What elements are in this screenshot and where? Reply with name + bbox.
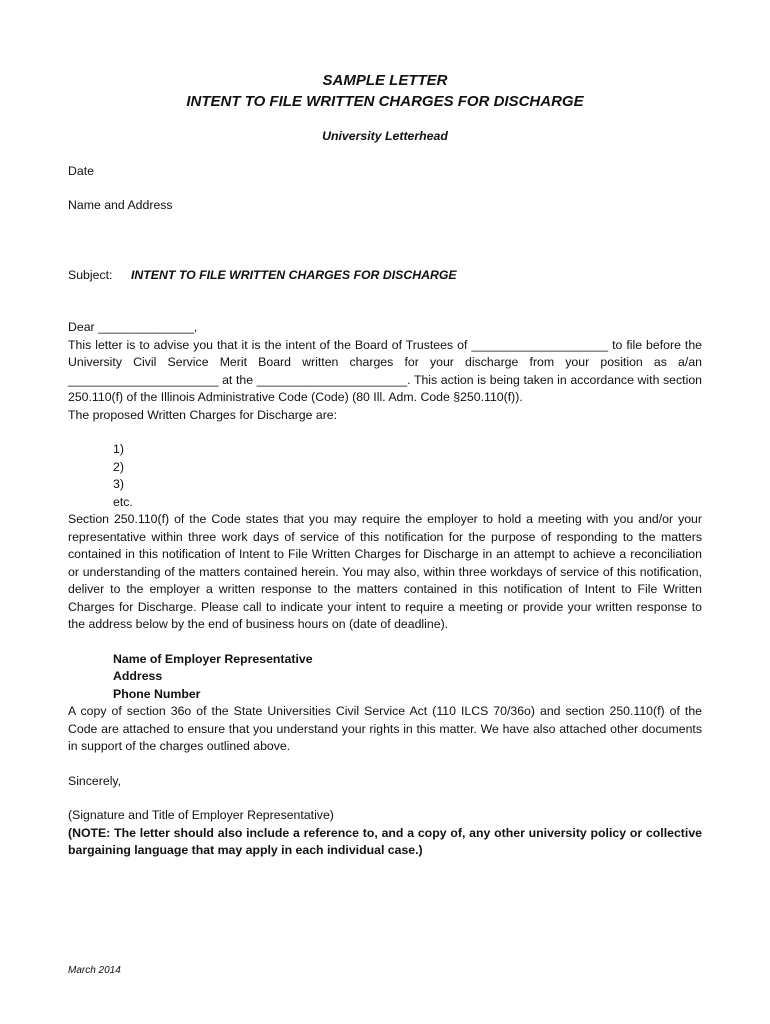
footer-date: March 2014 xyxy=(68,965,121,976)
charges-intro: The proposed Written Charges for Discharge are: xyxy=(68,407,338,422)
closing: Sincerely, xyxy=(68,773,122,788)
note-paragraph: (NOTE: The letter should also include a reference to, and a copy of, any other university policy or collective bargaining language that may apply in each individual case.) xyxy=(68,825,702,857)
rights-paragraph: Section 250.110(f) of the Code states that you may require the employer to hold a meeting with you and/or your representative within three work days of service of this notification for the purpose of responding to the matters contained in this notification of Intent to File Written Charges for Discharge in an attempt to achieve a reconciliation or understanding of the matters contained herein. You may also, within three workdays of service of this notification, deliver to the employer a written response to the matters contained in this notification of Intent to File Written Charges for Discharge. Please call to indicate your intent to require a meeting or provide your written response to the address below by the end of business hours on (date of deadline). xyxy=(68,512,702,631)
charges-list xyxy=(113,441,702,511)
attachments-paragraph: A copy of section 36o of the State Universities Civil Service Act (110 ILCS 70/36o) and section 250.110(f) of the Code are attached to ensure that you understand your rights in this matter. We have also attached other documents in support of the charges outlined above. xyxy=(68,704,702,753)
list-item: 1) xyxy=(113,442,124,456)
title-line-1: SAMPLE LETTER xyxy=(322,72,448,89)
representative-address: Address xyxy=(113,669,163,683)
subject-line xyxy=(68,267,702,285)
signature-line: (Signature and Title of Employer Representative) xyxy=(68,808,334,822)
list-item: 2) xyxy=(113,459,124,474)
salutation: Dear ______________, xyxy=(68,320,198,334)
letterhead: University Letterhead xyxy=(322,129,448,143)
subject-label: Subject: xyxy=(68,267,113,282)
representative-phone: Phone Number xyxy=(113,686,201,701)
intro-paragraph: This letter is to advise you that it is the intent of the Board of Trustees of ____________________ to file before the University Civil Service Merit Board written charges for your discharge from your position as a/an ______________________ at the ______________________. This action is being taken in accordance with section 250.110(f) of the Illinois Administrative Code (Code) (80 Ill. Adm. Code §250.110(f)). xyxy=(68,337,702,404)
subject-text: INTENT TO FILE WRITTEN CHARGES FOR DISCHARGE xyxy=(131,267,457,282)
title-line-2: INTENT TO FILE WRITTEN CHARGES FOR DISCHARGE xyxy=(186,93,584,110)
representative-name: Name of Employer Representative xyxy=(113,651,313,666)
employer-representative-block xyxy=(113,651,702,704)
date-field: Date xyxy=(68,163,94,178)
list-item: etc. xyxy=(113,494,133,509)
name-address-field: Name and Address xyxy=(68,198,173,212)
list-item: 3) xyxy=(113,477,124,491)
